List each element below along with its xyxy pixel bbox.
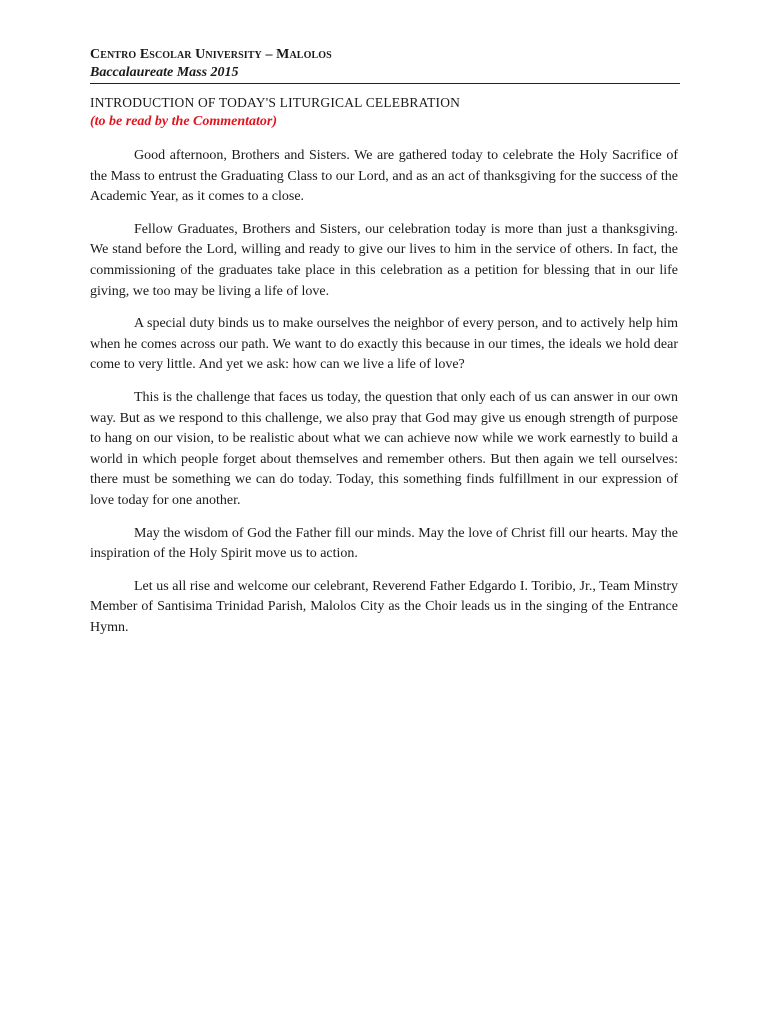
event-name: Baccalaureate Mass 2015 (90, 65, 239, 80)
header-rule (90, 83, 680, 84)
paragraph: This is the challenge that faces us today, the question that only each of us can answer in our own way. But as we respond to this challenge, we also pray that God may give us enough strength of purpose to hang on our vision, to be realistic about what we can achieve now while we work earnestly to build a world in which people forget about themselves and remember others. But then again we tell ourselves: there must be something we can do today. Today, this something finds fulfillment in our expression of love today for one another. (90, 389, 678, 508)
paragraph: May the wisdom of God the Father fill our minds. May the love of Christ fill our hearts. May the inspiration of the Holy Spirit move us to action. (90, 525, 678, 562)
paragraph: Fellow Graduates, Brothers and Sisters, our celebration today is more than just a thanksgiving. We stand before the Lord, willing and ready to give our lives to him in the service of others. In fact, the commissioning of the graduates take place in this celebration as a petition for blessing that in our life giving, we too may be living a life of love. (90, 221, 678, 299)
paragraph: Good afternoon, Brothers and Sisters. We are gathered today to celebrate the Holy Sacrifice of the Mass to entrust the Graduating Class to our Lord, and as an act of thanksgiving for the success of the Academic Year, as it comes to a close. (90, 148, 678, 205)
section-note: (to be read by the Commentator) (90, 114, 278, 129)
paragraph: Let us all rise and welcome our celebrant, Reverend Father Edgardo I. Toribio, Jr., Team Minstry Member of Santisima Trinidad Parish, Malolos City as the Choir leads us in the singing of the Entrance Hymn. (90, 578, 678, 635)
document-body (90, 146, 678, 650)
paragraph: A special duty binds us to make ourselves the neighbor of every person, and to actively help him when he comes across our path. We want to do exactly this because in our times, the ideals we hold dear come to very little. And yet we ask: how can we live a life of love? (90, 316, 678, 373)
school-name: Centro Escolar University – Malolos (90, 47, 332, 62)
document-header (90, 46, 680, 82)
section-title: INTRODUCTION OF TODAY'S LITURGICAL CELEBRATION (90, 95, 461, 110)
